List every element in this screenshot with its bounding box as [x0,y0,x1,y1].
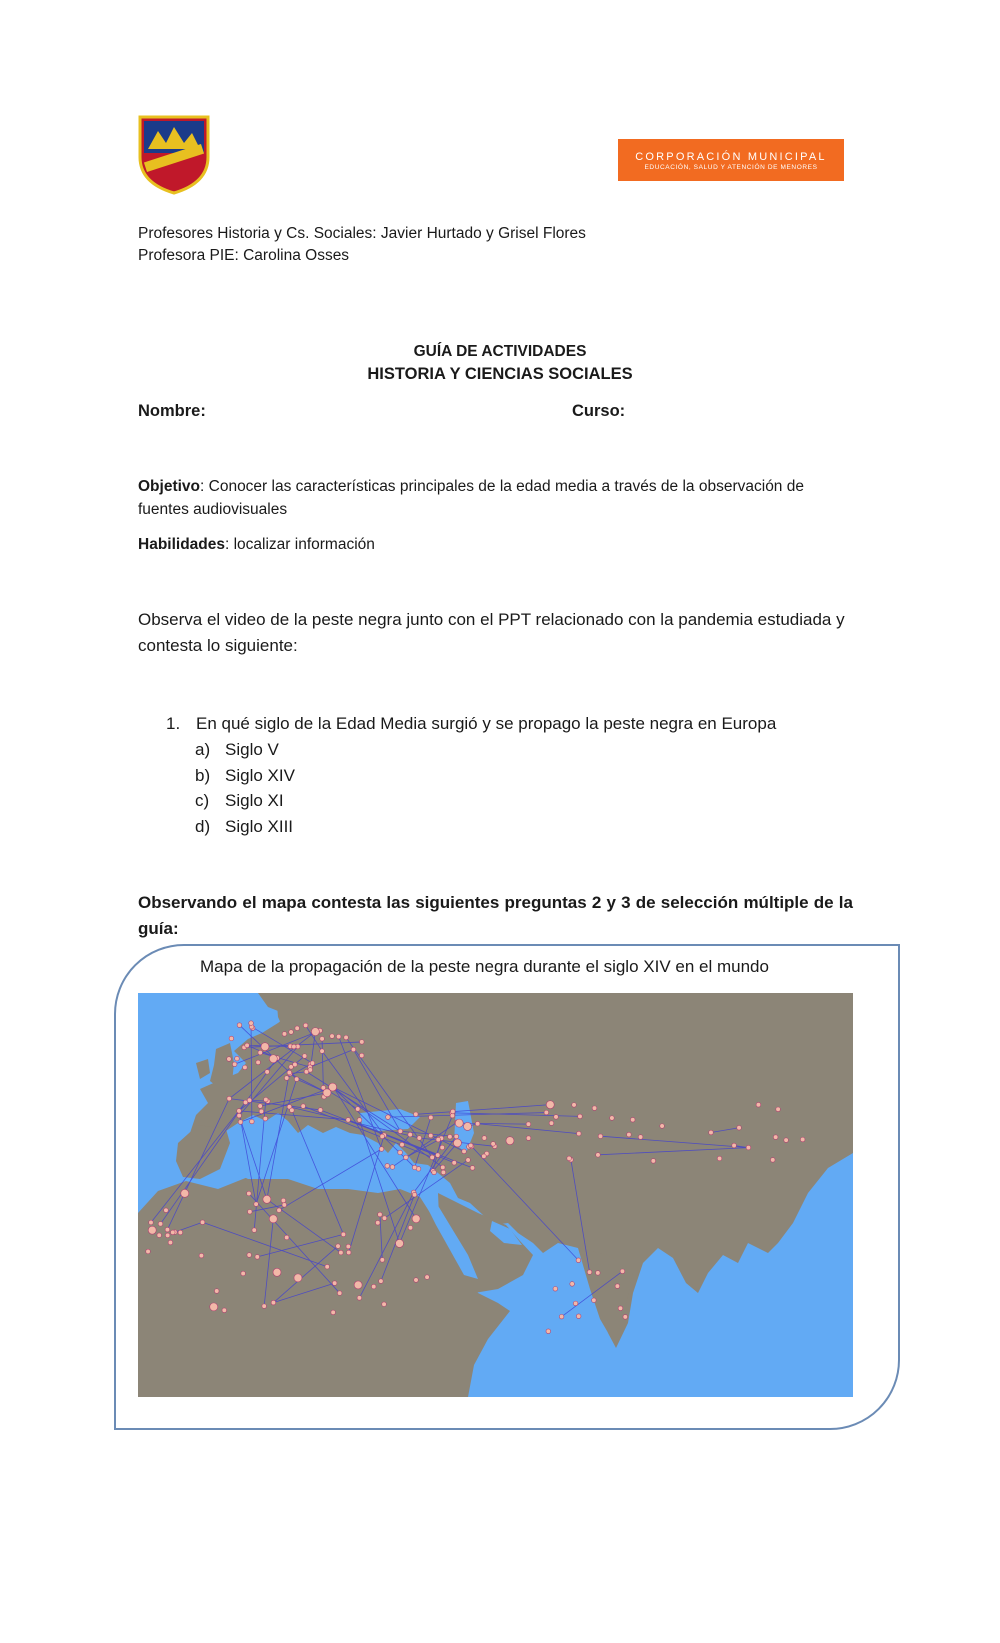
skills-text: : localizar información [225,536,375,553]
city-dot [587,1270,592,1275]
city-dot [462,1149,467,1154]
city-dot [323,1089,331,1097]
city-dot [170,1230,175,1235]
question-1-options [195,737,295,839]
section-2-heading: Observando el mapa contesta las siguientes preguntas 2 y 3 de selección múltiple de la guía: [138,893,853,938]
school-crest-logo [136,113,212,195]
city-dot [404,1155,409,1160]
option-d [195,814,295,840]
city-dot [256,1060,261,1065]
city-dot [570,1282,575,1287]
city-dot [269,1055,277,1063]
city-dot [252,1228,257,1233]
plague-spread-map [138,993,853,1397]
city-dot [165,1233,170,1238]
city-dot [559,1314,564,1319]
city-dot [320,1036,325,1041]
city-dot [357,1296,362,1301]
instructions: Observa el video de la peste negra junto con el PPT relacionado con la pandemia estudiada y contesta lo siguiente: [138,610,845,655]
city-dot [800,1137,805,1142]
city-dot [289,1030,294,1035]
city-dot [435,1153,440,1158]
city-dot [413,1112,418,1117]
city-dot [210,1303,218,1311]
city-dot [282,1032,287,1037]
map-graphic [138,993,853,1397]
city-dot [546,1101,554,1109]
city-dot [292,1044,297,1049]
city-dot [546,1329,551,1334]
city-dot [623,1315,628,1320]
city-dot [149,1220,154,1225]
city-dot [371,1284,376,1289]
city-dot [227,1096,232,1101]
city-dot [455,1119,463,1127]
city-dot [430,1155,435,1160]
pie-teacher-line: Profesora PIE: Carolina Osses [138,247,350,264]
teachers-line: Profesores Historia y Cs. Sociales: Javier Hurtado y Grisel Flores [138,225,586,242]
city-dot [732,1143,737,1148]
city-dot [357,1118,362,1123]
city-dot [737,1125,742,1130]
city-dot [572,1103,577,1108]
city-dot [164,1208,169,1213]
option-b [195,763,295,789]
option-letter: a) [195,740,211,759]
city-dot [264,1097,269,1102]
name-label: Nombre: [138,402,206,420]
city-dot [408,1225,413,1230]
city-dot [255,1255,260,1260]
city-dot [596,1271,601,1276]
city-dot [627,1132,632,1137]
city-dot [262,1304,267,1309]
city-dot [408,1132,413,1137]
city-dot [320,1049,325,1054]
city-dot [199,1253,204,1258]
objective-label: Objetivo [138,478,201,495]
city-dot [398,1129,403,1134]
city-dot [284,1076,289,1081]
city-dot [425,1275,430,1280]
city-dot [359,1040,364,1045]
city-dot [482,1136,487,1141]
city-dot [454,1134,459,1139]
city-dot [311,1028,319,1036]
city-dot [390,1165,395,1170]
city-dot [294,1077,299,1082]
city-dot [341,1232,346,1237]
city-dot [544,1110,549,1115]
city-dot [770,1158,775,1163]
city-dot [773,1135,778,1140]
city-dot [414,1278,419,1283]
city-dot [178,1230,183,1235]
city-dot [549,1121,554,1126]
city-dot [157,1233,162,1238]
city-dot [784,1138,789,1143]
city-dot [247,1253,252,1258]
city-dot [620,1269,625,1274]
city-dot [573,1301,578,1306]
city-dot [359,1053,364,1058]
city-dot [243,1100,248,1105]
city-dot [386,1115,391,1120]
option-letter: b) [195,765,211,785]
city-dot [339,1250,344,1255]
city-dot [382,1216,387,1221]
city-dot [295,1026,300,1031]
city-dot [293,1062,298,1067]
city-dot [709,1130,714,1135]
city-dot [336,1244,341,1249]
city-dot [235,1056,240,1061]
city-dot [576,1258,581,1263]
city-dot [638,1135,643,1140]
city-dot [436,1137,441,1142]
city-dot [263,1116,268,1121]
city-dot [717,1156,722,1161]
city-dot [336,1034,341,1039]
city-dot [346,1244,351,1249]
city-dot [261,1043,269,1051]
city-dot [303,1023,308,1028]
city-dot [227,1057,232,1062]
title-line1: GUÍA DE ACTIVIDADES [413,343,587,360]
city-dot [470,1166,475,1171]
option-text: Siglo XIV [225,765,295,785]
page-title [0,340,1000,386]
corp-logo-line1: CORPORACIÓN MUNICIPAL [635,151,827,163]
city-dot [282,1203,287,1208]
city-dot [346,1250,351,1255]
city-dot [468,1143,473,1148]
city-dot [412,1165,417,1170]
city-dot [294,1274,302,1282]
city-dot [331,1310,336,1315]
option-letter: d) [195,816,211,836]
city-dot [247,1191,252,1196]
corp-logo-line2: EDUCACIÓN, SALUD Y ATENCIÓN DE MENORES [644,164,818,171]
city-dot [554,1115,559,1120]
city-dot [158,1222,163,1227]
city-dot [448,1134,453,1139]
city-dot [250,1119,255,1124]
city-dot [281,1198,286,1203]
city-dot [592,1298,597,1303]
city-dot [475,1121,480,1126]
city-dot [400,1142,405,1147]
city-dot [660,1124,665,1129]
city-dot [237,1023,242,1028]
city-dot [287,1070,292,1075]
city-dot [229,1036,234,1041]
city-dot [610,1116,615,1121]
question-1 [166,711,776,737]
city-dot [491,1142,496,1147]
city-dot [146,1249,151,1254]
city-dot [412,1215,420,1223]
city-dot [615,1284,620,1289]
city-dot [238,1120,243,1125]
city-dot [273,1268,281,1276]
city-dot [452,1160,457,1165]
city-dot [618,1306,623,1311]
teachers-block [138,223,586,267]
city-dot [302,1054,307,1059]
city-dot [578,1114,583,1119]
city-dot [630,1117,635,1122]
city-dot [596,1153,601,1158]
city-dot [379,1147,384,1152]
city-dot [301,1104,306,1109]
city-dot [232,1062,237,1067]
city-dot [398,1150,403,1155]
city-dot [248,1209,253,1214]
city-dot [148,1226,156,1234]
course-label: Curso: [572,402,626,420]
city-dot [379,1279,384,1284]
city-dot [412,1192,417,1197]
city-dot [318,1108,323,1113]
city-dot [432,1170,437,1175]
city-dot [351,1047,356,1052]
city-dot [380,1134,385,1139]
skills [138,536,375,554]
city-dot [290,1108,295,1113]
city-dot [277,1208,282,1213]
city-dot [506,1137,514,1145]
city-dot [241,1271,246,1276]
city-dot [263,1195,271,1203]
city-dot [464,1122,472,1130]
city-dot [746,1145,751,1150]
city-dot [576,1314,581,1319]
option-c [195,788,295,814]
city-dot [482,1154,487,1159]
city-dot [428,1133,433,1138]
city-dot [258,1050,263,1055]
city-dot [259,1109,264,1114]
city-dot [245,1043,250,1048]
city-dot [440,1165,445,1170]
city-dot [165,1227,170,1232]
city-dot [308,1068,313,1073]
objective-text: : Conocer las características principales de la edad media a través de la observación de fuentes audiovisuales [138,478,804,518]
city-dot [222,1308,227,1313]
option-text: Siglo V [225,740,279,759]
city-dot [577,1131,582,1136]
city-dot [756,1102,761,1107]
city-dot [396,1239,404,1247]
city-dot [214,1289,219,1294]
city-dot [598,1134,603,1139]
option-text: Siglo XIII [225,816,294,836]
skills-label: Habilidades [138,536,225,553]
city-dot [466,1158,471,1163]
option-text: Siglo XI [225,791,284,810]
city-dot [168,1240,173,1245]
city-dot [355,1107,360,1112]
option-letter: c) [195,791,210,810]
city-dot [526,1136,531,1141]
city-dot [237,1113,242,1118]
city-dot [346,1118,351,1123]
city-dot [567,1156,572,1161]
city-dot [441,1170,446,1175]
city-dot [526,1122,531,1127]
city-dot [271,1300,276,1305]
question-number: 1. [166,714,181,733]
city-dot [429,1115,434,1120]
city-dot [332,1281,337,1286]
city-dot [325,1264,330,1269]
title-line2: HISTORIA Y CIENCIAS SOCIALES [367,365,633,383]
city-dot [417,1136,422,1141]
city-dot [181,1189,189,1197]
city-dot [453,1139,461,1147]
city-dot [651,1159,656,1164]
city-dot [592,1106,597,1111]
city-dot [249,1021,254,1026]
city-dot [776,1107,781,1112]
city-dot [344,1035,349,1040]
city-dot [451,1109,456,1114]
city-dot [378,1212,383,1217]
city-dot [330,1034,335,1039]
city-dot [237,1109,242,1114]
city-dot [382,1302,387,1307]
city-dot [440,1145,445,1150]
city-dot [200,1220,205,1225]
city-dot [385,1164,390,1169]
city-dot [254,1202,259,1207]
corporation-logo [618,139,844,181]
map-caption: Mapa de la propagación de la peste negra durante el siglo XIV en el mundo [200,957,769,976]
city-dot [269,1215,277,1223]
objective [138,475,858,521]
option-a [195,737,295,763]
city-dot [265,1070,270,1075]
city-dot [380,1258,385,1263]
city-dot [354,1281,362,1289]
city-dot [284,1235,289,1240]
city-dot [337,1291,342,1296]
city-dot [375,1220,380,1225]
question-text: En qué siglo de la Edad Media surgió y se propago la peste negra en Europa [196,714,777,733]
city-dot [553,1286,558,1291]
city-dot [243,1065,248,1070]
city-dot [258,1104,263,1109]
